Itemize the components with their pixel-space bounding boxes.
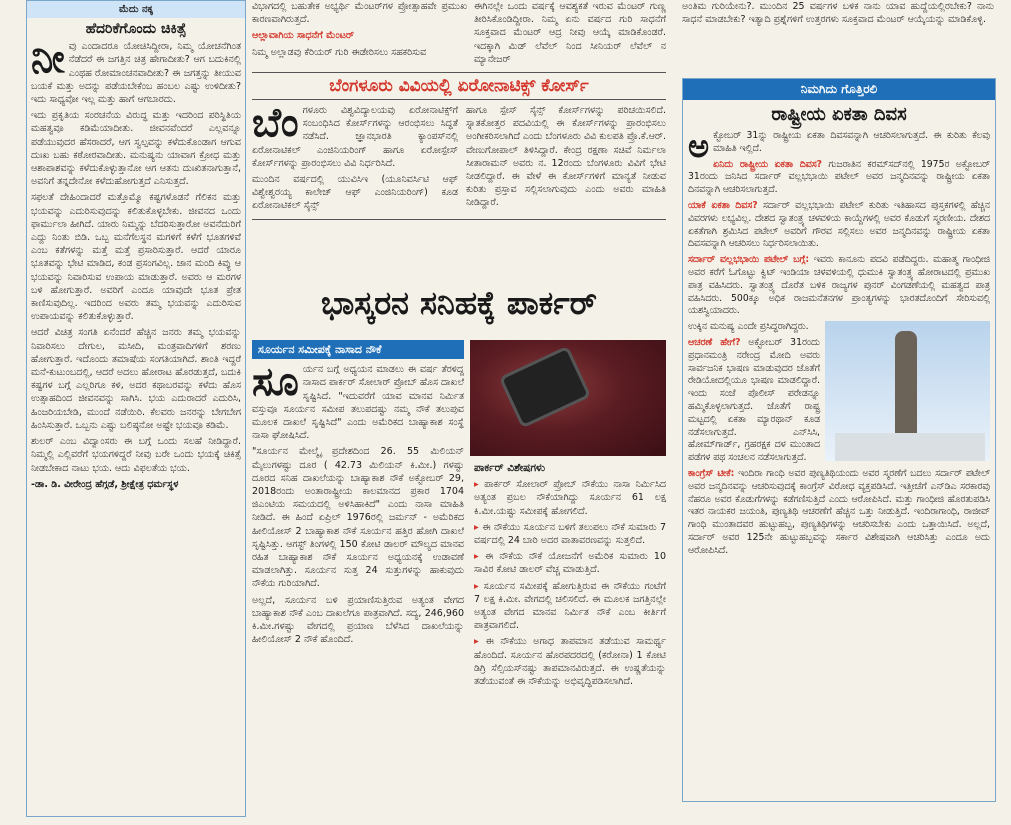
unity-section-1 [688, 159, 990, 197]
parker-feature-item [474, 521, 666, 547]
arrow-icon: ▸ [474, 636, 486, 648]
section-tag: ಮೆದು ನಕ್ಕ [27, 1, 245, 18]
unity-a2: ಸರ್ದಾರ್ ವಲ್ಲಭಭಾಯಿ ಪಟೇಲ್ ಕುರಿತು ಇತಿಹಾಸದ ಪುಸ್ತಕಗಳಲ್ಲಿ ಹೆಚ್ಚಿನ ವಿವರಗಳು ಲಭ್ಯವಿಲ್ಲ. ದೇಶದ ಸ್ವಾತಂತ್ರ್ಯ ಚಳವಳಿಯ ಕಾಯ್ದೆಗಳಲ್ಲಿ ಅವರ ಕೊಡುಗೆ ಸ್ಮರಣೀಯ. ದೇಶದ ಏಕತೆಗಾಗಿ ಶ್ರಮಿಸಿದ ಪಟೇಲ್ ಅವರಿಗೆ ಗೌರವ ಸಲ್ಲಿಸಲು ಅವರ ಜನ್ಮದಿನವನ್ನು ರಾಷ್ಟ್ರೀಯ ಏಕತಾ ದಿವಸವನ್ನಾಗಿ ಆಚರಿಸಲು ನಿರ್ಧರಿಸಲಾಯಿತು. [688, 199, 990, 250]
unity-a3: ಇವರು ಕಾನೂನು ಪದವಿ ಪಡೆದಿದ್ದರು. ಮಹಾತ್ಮ ಗಾಂಧೀಜಿ ಅವರ ಕರೆಗೆ ಓಗೊಟ್ಟು ಕ್ವಿಟ್ ಇಂಡಿಯಾ ಚಳವಳಿಯಲ್ಲಿ ಧುಮುಕಿ ಸ್ವಾತಂತ್ರ್ಯ ಹೋರಾಟದಲ್ಲಿ ಪ್ರಮುಖ ಪಾತ್ರ ವಹಿಸಿದರು. ಸ್ವಾತಂತ್ರ್ಯ ದೊರೆತ ಬಳಿಕ ರಾಜ್ಯಗಳ ಪುನರ್ ವಿಂಗಡಣೆಯಲ್ಲಿ ಮಹತ್ವದ ಪಾತ್ರ ವಹಿಸಿದರು. 500ಕ್ಕೂ ಅಧಿಕ ರಾಜಮನೆತನಗಳ ಪ್ರಾಂತ್ಯಗಳನ್ನು ಭಾರತದೊಂದಿಗೆ ಸೇರಿಸುವಲ್ಲಿ ಯಶಸ್ವಿಯಾದರು. [688, 254, 990, 317]
parker-feature-item [474, 550, 666, 576]
unity-section-2 [688, 200, 990, 251]
parker-feature-item [474, 580, 666, 633]
parker-para-1: ರ್ಯನ ಬಗ್ಗೆ ಅಧ್ಯಯನ ಮಾಡಲು ಈ ವರ್ಷ ತೆರಳಿದ್ದ ನಾಸಾದ ಪಾರ್ಕರ್ ಸೋಲಾರ್ ಪ್ರೋಬ್ ಹೊಸ ದಾಖಲೆ ಸೃಷ್ಟಿಸಿದೆ. "ಇದುವರೆಗೆ ಯಾವ ಮಾನವ ನಿರ್ಮಿತ ವಸ್ತುವೂ ಸೂರ್ಯನ ಸಮೀಪ ತಲುಪದಷ್ಟು ನಮ್ಮ ನೌಕೆ ತಲುಪುವ ಮೂಲಕ ದಾಖಲೆ ಸೃಷ್ಟಿಸಿದೆ" ಎಂದು ಅಮೆರಿಕದ ಬಾಹ್ಯಾಕಾಶ ಸಂಸ್ಥೆ ನಾಸಾ ಘೋಷಿಸಿದೆ. [252, 364, 464, 442]
unity-intro: ಕ್ಟೋಬರ್ 31ನ್ನು ರಾಷ್ಟ್ರೀಯ ಏಕತಾ ದಿವಸವನ್ನಾಗಿ ಆಚರಿಸಲಾಗುತ್ತದೆ. ಈ ಕುರಿತು ಕೆಲವು ಮಾಹಿತಿ ಇಲ್ಲಿದೆ. [713, 130, 990, 154]
unity-q4: ಆಚರಣೆ ಹೇಗೆ? [688, 336, 741, 348]
mentor-text-2: ನಿಮ್ಮ ಅಲ್ಲಾಡವು ಕೆರಿಯರ್ ಗುರಿ ಈಡೇರಿಸಲು ಸಹಕರಿಸುವ [252, 46, 427, 58]
arrow-icon: ▸ [474, 551, 486, 563]
mentor-subhead: ಆಲ್ಲಾವಾಗಿಯ ಸಾಧನೆಗೆ ಮೆಂಟರ್ [252, 30, 354, 42]
parker-para-3: ಅಲ್ಲದೆ, ಸೂರ್ಯನ ಬಳಿ ಪ್ರಯಾಣಿಸುತ್ತಿರುವ ಅತ್ಯಂತ ವೇಗದ ಬಾಹ್ಯಾಕಾಶ ನೌಕೆ ಎಂಬ ದಾಖಲೆಗೂ ಪಾತ್ರವಾಗಿದೆ. ಸದ್ಯ, 246,960 ಕಿ.ಮೀ.ಗಳಷ್ಟು ವೇಗದಲ್ಲಿ ಪ್ರಯಾಣ ಬೆಳೆಸಿದ ದಾಖಲೆಯನ್ನು ಹೀಲಿಯೋಸ್ 2 ನೌಕೆ ಹೊಂದಿದೆ. [252, 594, 464, 646]
fear-byline: -ಡಾ. ಡಿ. ವೀರೇಂದ್ರ ಹೆಗ್ಗಡೆ, ಶ್ರೀಕ್ಷೇತ್ರ ಧರ್ಮಸ್ಥಳ [31, 478, 179, 490]
unity-q3: ಸರ್ದಾರ್ ವಲ್ಲಭಭಾಯಿ ಪಟೇಲ್ ಬಗ್ಗೆ: [688, 254, 810, 266]
parker-feature-item [474, 635, 666, 688]
unity-section-3 [688, 254, 990, 318]
column-fear-article [26, 0, 246, 817]
arrow-icon: ▸ [474, 479, 485, 491]
mentor-fragment-mid [474, 0, 666, 66]
aero-para-2: ಮುಂದಿನ ವರ್ಷದಲ್ಲಿ ಯುವಿಸಿಇ (ಯೂನಿವರ್ಸಿಟಿ ಆಫ್ ವಿಶ್ವೇಶ್ವರಯ್ಯ ಕಾಲೇಜ್ ಆಫ್ ಎಂಜಿನಿಯರಿಂಗ್) ಕೂಡ ಏರೋನಾಟಿಕಲ್ ಸೈನ್ಸ್ [252, 174, 458, 212]
parker-dropcap: ಸೂ [252, 358, 299, 406]
parker-features [474, 462, 666, 802]
unity-dropcap: ಅ [688, 127, 710, 165]
aero-para-1: ಗಳೂರು ವಿಶ್ವವಿದ್ಯಾಲಯವು ಏರೋನಾಟಿಕ್ಸ್‌ಗೆ ಸಂಬಂಧಿಸಿದ ಕೋರ್ಸ್‌ಗಳನ್ನು ಆರಂಭಿಸಲು ಸಿದ್ಧತೆ ನಡೆಸಿದೆ. ಜ್ಞಾನಭಾರತಿ ಕ್ಯಾಂಪಸ್‌ನಲ್ಲಿ ಏರೋನಾಟಿಕಲ್ ಎಂಜಿನಿಯರಿಂಗ್ ಹಾಗೂ ಏರೋಸ್ಪೇಸ್ ಕೋರ್ಸ್‌ಗಳನ್ನು ಪ್ರಾರಂಭಿಸಲು ವಿವಿ ನಿರ್ಧರಿಸಿದೆ. [252, 105, 458, 169]
parker-features-title: ಪಾರ್ಕರ್ ವಿಶೇಷಗಳು [474, 462, 546, 474]
unity-a4: ಅಕ್ಟೋಬರ್ 31ರಂದು ಪ್ರಧಾನಮಂತ್ರಿ ನರೇಂದ್ರ ಮೋದಿ ಅವರು ಸಾರ್ವಜನಿಕ ಭಾಷಣ ಮಾಡುವುದರ ಜೊತೆಗೆ ರೇಡಿಯೋದಲ್ಲಿಯೂ ಭಾಷಣ ಮಾಡಲಿದ್ದಾರೆ. ಇಂದು ಸಂಜೆ ಪೊಲೀಸ್ ಪರೇಡನ್ನೂ ಹಮ್ಮಿಕೊಳ್ಳಲಾಗುತ್ತದೆ. ಜೊತೆಗೆ ರಾಷ್ಟ್ರ ಮಟ್ಟದಲ್ಲಿ ಏಕತಾ ಮ್ಯಾರಥಾನ್ ಕೂಡ ನಡೆಸಲಾಗುತ್ತದೆ. ಎನ್‌ಸಿಸಿ, ಹೋಮ್‌ಗಾರ್ಡ್, ಗ್ರಹರಕ್ಷಕ ದಳ ಮುಂತಾದ ಪಡೆಗಳ ಪಥ ಸಂಚಲನ ನಡೆಸಲಾಗುತ್ತದೆ. [688, 336, 820, 464]
mentor-text-4: ಅಂತಿಮ ಗುರಿಯೇನು?. ಮುಂದಿನ 25 ವರ್ಷಗಳ ಬಳಿಕ ನಾನು ಯಾವ ಹುದ್ದೆಯಲ್ಲಿರಬೇಕು? ನಾನು ಸಾಧನೆ ಮಾಡಬೇಕು? ಇತ್ಯಾದಿ ಪ್ರಶ್ನೆಗಳಿಗೆ ಉತ್ತರಗಳು ಸೂಕ್ತವಾದ ಮೆಂಟರ್ ಆಯ್ಕೆಯನ್ನು ಮಾಡಿಕೊಳ್ಳಿ. [682, 1, 994, 26]
fear-para-5: ಶುಲರ್ ಎಂಬ ವಿದ್ವಾಂಸರು ಈ ಬಗ್ಗೆ ಒಂದು ಸಲಹೆ ನೀಡಿದ್ದಾರೆ. ನಿಮ್ಮಲ್ಲಿ ಎಲ್ಲಿವರೆಗೆ ಭಯಗಳಿದ್ದರೆ ನೀವು ಬರೇ ಒಂದು ಭಯಕ್ಕೆ ಚಿಕಿತ್ಸೆ ನೀಡಬೇಕಾದ ನಾಟು ಭಯ. ಆದು ವಿಫಲತೆಯ ಭಯ. [31, 436, 241, 474]
mentor-fragment-right [682, 0, 994, 66]
aero-para-3: ಹಾಗೂ ಸ್ಪೇಸ್ ಸೈನ್ಸ್ ಕೋರ್ಸ್‌ಗಳನ್ನು ಪರಿಚಯಿಸಲಿದೆ. ಸ್ನಾತಕೋತ್ತರ ಪದವಿಯಲ್ಲಿ ಈ ಕೋರ್ಸ್‌ಗಳನ್ನು ಪ್ರಾರಂಭಿಸಲು ಅಂಗೀಕರಿಸಲಾಗಿದೆ ಎಂದು ಬೆಂಗಳೂರು ವಿವಿ ಕುಲಪತಿ ಪ್ರೊ.ಕೆ.ಆರ್. ವೇಣುಗೋಪಾಲ್ ತಿಳಿಸಿದ್ದಾರೆ. ಕೇಂದ್ರ ರಕ್ಷಣಾ ಸಚಿವೆ ನಿರ್ಮಲಾ ಸೀತಾರಾಮನ್ ಅವರು ನ. 12ರಂದು ಬೆಂಗಳೂರು ವಿವಿಗೆ ಭೇಟಿ ನೀಡಲಿದ್ದಾರೆ. ಈ ವೇಳೆ ಈ ಕೋರ್ಸ್‌ಗಳಿಗೆ ಮಾನ್ಯತೆ ನೀಡುವ ಕುರಿತು ಪ್ರಸ್ತಾವ ಸಲ್ಲಿಸಲಾಗುವುದು ಎಂದು ಅವರು ಮಾಹಿತಿ ನೀಡಿದ್ದಾರೆ. [466, 105, 666, 209]
parker-feature-text: ಈ ನೌಕೆಯು ಅಗಾಧ ತಾಪಮಾನ ತಡೆಯುವ ಸಾಮರ್ಥ್ಯ ಹೊಂದಿದೆ. ಸೂರ್ಯನ ಹೊರಪದರದಲ್ಲಿ (ಕರೋನಾ) 1 ಕೋಟಿ ಡಿಗ್ರಿ ಸೆಲ್ಸಿಯಸ್‌ನಷ್ಟು ತಾಪಮಾನವಿರುತ್ತದೆ. ಈ ಉಷ್ಣತೆಯನ್ನು ತಡೆಯುವಂತೆ ಈ ನೌಕೆಯನ್ನು ಅಭಿವೃದ್ಧಿಪಡಿಸಲಾಗಿದೆ. [474, 636, 666, 688]
unity-a5: ಇಂದಿರಾ ಗಾಂಧಿ ಅವರ ಪುಣ್ಯತಿಥಿಯಂದು ಅವರ ಸ್ಮರಣೆಗೆ ಬದಲು ಸರ್ದಾರ್ ಪಟೇಲ್ ಅವರ ಜನ್ಮದಿನವನ್ನು ಆಚರಿಸುವುದಕ್ಕೆ ಕಾಂಗ್ರೆಸ್ ವಿರೋಧ ವ್ಯಕ್ತಪಡಿಸಿದೆ. ಇತ್ತೀಚೆಗೆ ಎನ್‌ಡಿಎ ಸರಕಾರವು ನೆಹರೂ ಅವರ ಕೊಡುಗೆಗಳನ್ನು ಕಡೆಗಣಿಸುತ್ತಿದೆ ಎಂದು ಆರೋಪಿಸಿದೆ. ಮತ್ತು ಗಾಂಧೀಜಿ ಹೊರತುಪಡಿಸಿ ಇತರ ನಾಯಕರ ಜಯಂತಿ, ಪುಣ್ಯತಿಥಿ ಆಚರಣೆಗೆ ಹೆಚ್ಚಿನ ಒತ್ತು ನೀಡುತ್ತಿದೆ. ಇಂದಿರಾಗಾಂಧಿ, ರಾಜೀವ್ ಗಾಂಧಿ ಮುಂತಾದವರ ಹುಟ್ಟುಹಬ್ಬ, ಪುಣ್ಯತಿಥಿಗಳನ್ನು ಆಚರಿಸಬೇಕು ಎಂದು ಒತ್ತಾಯಿಸಿದೆ. ಅಲ್ಲದೆ, ಸರ್ದಾರ್ ಅವರ 125ನೇ ಹುಟ್ಟುಹಬ್ಬವನ್ನು ಸರ್ಕಾರ ವಿಶೇಷವಾಗಿ ಆಚರಿಸಿತ್ತು ಎಂದೂ ಅದು ಆರೋಪಿಸಿದೆ. [688, 467, 990, 556]
parker-feature-text: ಈ ನೌಕೆಯ ನೌಕೆ ಯೋಜನೆಗೆ ಅಮೆರಿಕ ಸುಮಾರು 10 ಸಾವಿರ ಕೋಟಿ ಡಾಲರ್ ವೆಚ್ಚ ಮಾಡುತ್ತಿದೆ. [474, 551, 666, 576]
aero-article [252, 72, 666, 220]
fear-headline: ಹೆದರಿಕೆಗೊಂದು ಚಿಕಿತ್ಸೆ [85, 21, 187, 38]
fear-dropcap: ನೀ [31, 35, 65, 83]
statue-base [835, 433, 985, 461]
aero-headline: ಬೆಂಗಳೂರು ವಿವಿಯಲ್ಲಿ ಏರೋನಾಟಿಕ್ಸ್ ಕೋರ್ಸ್ [329, 76, 589, 96]
statue-figure [895, 331, 917, 441]
fear-para-1: ವು ಎಂದಾದರೂ ಯೋಚಿಸಿದ್ದೀರಾ, ನಿಮ್ಮ ಯೋಚನೆಗಿಂತ ನೆಡೆದರೆ ಈ ಜಗತ್ತಿನ ಚಿತ್ರ ಹೇಗಾದೀತು? ಆಗ ಬದುಕಿನಲ್ಲಿ ಎಂಥಹ ರೋಮಾಂಚನವಾದೀತು? ಈ ಜಗತ್ತನ್ನು ತೀಯುವ ಬಯಕೆ ಮತ್ತು ಅದನ್ನು ಪಡೆಯಬೇಕೆಂಬ ಹಂಬಲ ಎಷ್ಟು ಉಳಿದೀತು? ಇದು ಸಾಧ್ಯವೋ ಇಲ್ಲ ಮತ್ತು ಹಾಗೆ ಆಗಬಾರದು. [31, 41, 241, 106]
mentor-text-3: ಈಗಿನಲ್ಲೇ ಒಂದು ವರ್ಷಕ್ಕೆ ಆವಶ್ಯಕತೆ ಇರುವ ಮೆಂಟರ್ ಗುಣ್ಣ ತೀರಿಸಿಕೊಂಡಿದ್ದೀರಾ. ನಿಮ್ಮ ಏನು ವರ್ಷದ ಗುರಿ ಸಾಧನೆಗೆ ಸೂಕ್ತವಾದ ಮೆಂಟರ್ ಆದ್ರ ನೀವು ಆಯ್ಕೆ ಮಾಡಿಕೊಂಡರೆ. ಇದಕ್ಕಾಗಿ ಮಿಡ್ ಲೆವೆಲ್ ನಿಂದ ಸೀನಿಯರ್ ಲೆವೆಲ್ ನ ಮ್ಯಾನೇಜರ್ [474, 1, 666, 65]
parker-para-2: "ಸೂರ್ಯನ ಮೇಲ್ಮೈ ಪ್ರದೇಶದಿಂದ 26. 55 ಮಿಲಿಯನ್ ಮೈಲುಗಳಷ್ಟು ದೂರ ( 42.73 ಮಿಲಿಯನ್ ಕಿ.ಮೀ.) ಗಳಷ್ಟು ದೂರದ ಸನಿಹ ದಾಖಲೆಯನ್ನು ಬಾಹ್ಯಾಕಾಶ ನೌಕೆ ಅಕ್ಟೋಬರ್ 29, 2018ರಂದು ಅಂತಾರಾಷ್ಟ್ರೀಯ ಕಾಲಮಾನದ ಪ್ರಕಾರ 1704 ಜಿಎಂಟಿಯ ಸಮಯದಲ್ಲಿ ಅಳಿಸಿಹಾಕಿದೆ" ಎಂದು ನಾಸಾ ಮಾಹಿತಿ ನೀಡಿದೆ. ಈ ಹಿಂದೆ ಏಪ್ರಿಲ್ 1976ರಲ್ಲಿ ಜರ್ಮನ್ - ಅಮೆರಿಕದ ಹೀಲಿಯೋಸ್ 2 ಬಾಹ್ಯಾಕಾಶ ನೌಕೆ ಸೂರ್ಯನ ಹತ್ತಿರ ಹೋಗಿ ದಾಖಲೆ ಸೃಷ್ಟಿಸಿತ್ತು. ಆಗಸ್ಟ್ ತಿಂಗಳಲ್ಲಿ 150 ಕೋಟಿ ಡಾಲರ್ ಮೌಲ್ಯದ ಮಾನವ ರಹಿತ ಬಾಹ್ಯಾಕಾಶ ನೌಕೆ ಸೂರ್ಯನ ಅಧ್ಯಯನಕ್ಕೆ ಉಡಾವಣೆ ಮಾಡಲಾಗಿತ್ತು. ಸೂರ್ಯನ ಸುತ್ತ 24 ಸುತ್ತುಗಳನ್ನು ಹಾಕುವುದು ನೌಕೆಯ ಗುರಿಯಾಗಿದೆ. [252, 446, 464, 590]
unity-q1: ಏನಿದು ರಾಷ್ಟ್ರೀಯ ಏಕತಾ ದಿವಸ? [713, 158, 823, 170]
parker-probe-photo [470, 340, 666, 456]
mentor-text-1: ವಿಭಾಗದಲ್ಲಿ ಬಹುತೇಕ ಅಭ್ಯರ್ಥಿ ಮೆಂಟರ್‌ಗಳ ಪ್ರೋತ್ಸಾಹವೇ ಪ್ರಮುಖ ಕಾರಣವಾಗಿರುತ್ತದೆ. [252, 1, 467, 26]
parker-feature-item [474, 478, 666, 518]
mentor-fragment-left [252, 0, 467, 66]
fear-para-3: ಸಫಲತೆ ದೇಹಿಂದಾದರೆ ಮತ್ತೊಮ್ಮೊ ಕಷ್ಟಗಳೊಡನೆ ಗೆಲಿಕನ ಮತ್ತು ಭಯವನ್ನು ಎದುರಿಸುವುದನ್ನು ಕಲಿತುಕೊಳ್ಳಬೇಕು. ಜೀವನದ ಒಂದು ಫಾರ್ಮುಲಾ ಹೀಗಿದೆ. ಯಾರು ನಿಮ್ಮನ್ನು ಬೆದರಿಸುತ್ತಾರೋ ಅವನೆದುರಿಗೆ ಎದ್ದು ನಿಂತು ಬಿಡಿ. ಒಬ್ಬ ಮನೆಗೆಲಸ್ಥನ ಮಗಳಿಗೆ ಕಳೆಗೆ ಭೂತಗಳಿವೆ ಎಂಬ ಕತೆಗಳನ್ನು ಮತ್ತೆ ಮತ್ತೆ ಪ್ರಸಾರಿಸುತ್ತಾರೆ. ಆದರೆ ಯಾರೂ ಭೂತವನ್ನು ಭೇಟಿ ಮಾಡಿದ, ಕಂಡ ಪ್ರಸಂಗವಿಲ್ಲ. ಜಾನ ಮಂದಿ ಕಿವ್ಯು ಆ ಭಯವನ್ನು ನಿವಾರಿಸುವ ಉಪಾಯ ಮಾಡುತ್ತಾರೆ. ಅವರು ಆ ಮರಗಳ ಬಳಿ ಹೋಗುತ್ತಾರೆ. ಅವರಿಗೆ ಎಂದೂ ಯಾವುದೇ ಭೂತ ಪ್ರೇತ ಕಾಣಿಸುವುದಿಲ್ಲ. ಇದರಿಂದ ಅವರು ತಮ್ಮ ಭಯವನ್ನು ಎದುರಿಸುವ ಉಪಾಯವನ್ನು ಕಲಿತುಕೊಳ್ಳುತ್ತಾರೆ. [31, 192, 241, 323]
parker-subhead: ಸೂರ್ಯನ ಸಮೀಪಕ್ಕೆ ನಾಸಾದ ನೌಕೆ [252, 340, 464, 359]
parker-feature-text: ಸೂರ್ಯನ ಸಮೀಪಕ್ಕೆ ಹೋಗುತ್ತಿರುವ ಈ ನೌಕೆಯು ಗಂಟೆಗೆ 7 ಲಕ್ಷ ಕಿ.ಮೀ. ವೇಗದಲ್ಲಿ ಚಲಿಸಲಿದೆ. ಈ ಮೂಲಕ ಜಗತ್ತಿನಲ್ಲೇ ಅತ್ಯಂತ ವೇಗದ ಮಾನವ ನಿರ್ಮಿತ ನೌಕೆ ಎಂಬ ಕೀರ್ತಿಗೆ ಪಾತ್ರವಾಗಲಿದೆ. [474, 580, 666, 632]
patel-statue-photo [825, 321, 990, 461]
parker-main-column [252, 340, 464, 800]
parker-headline: ಭಾಸ್ಕರನ ಸನಿಹಕ್ಕೆ ಪಾರ್ಕರ್ [321, 284, 597, 322]
unity-a1: ಗುಜರಾತಿನ ಕರಮ್‌ಸದ್‌ನಲ್ಲಿ 1975ರ ಅಕ್ಟೋಬರ್ 31ರಂದು ಜನಿಸಿದ ಸರ್ದಾರ್ ವಲ್ಲಭಭಾಯಿ ಪಟೇಲ್ ಅವರ ಜನ್ಮದಿನವನ್ನು ರಾಷ್ಟ್ರೀಯ ಏಕತಾ ದಿನವನ್ನಾಗಿ ಆಚರಿಸಲಾಗುತ್ತದೆ. [688, 158, 990, 196]
parker-feature-text: ಪಾರ್ಕರ್ ಸೋಲಾರ್ ಪ್ರೋಬ್ ನೌಕೆಯು ನಾಸಾ ನಿರ್ಮಿಸಿದ ಅತ್ಯಂತ ಪ್ರಬಲ ನೌಕೆಯಾಗಿದ್ದು ಸೂರ್ಯನ 61 ಲಕ್ಷ ಕಿ.ಮೀ.ಯಷ್ಟು ಸಮೀಪಕ್ಕೆ ಹೋಗಲಿದೆ. [474, 479, 666, 517]
unity-strip: ನಿಮಗಿದು ಗೊತ್ತಿರಲಿ [683, 79, 995, 100]
aero-dropcap: ಬೆಂ [252, 99, 299, 146]
arrow-icon: ▸ [474, 580, 484, 592]
fear-para-2: ಇದು ಪ್ರಕೃತಿಯ ಸಂರಚನೆಯ ವಿರುದ್ಧ ಮತ್ತು ಇದರಿಂದ ಪರಿಸ್ಥಿತಿಯ ಮಹತ್ವವೂ ಕಡಿಮೆಯಾದೀತು. ಜೀವನವೆಂದರೆ ಎಲ್ಲವನ್ನೂ ಪಡೆಯುವುದರ ಹೆಸರಾದರೆ, ಆಗ ಸ್ವಲ್ಪವನ್ನು ಕಳೆದುಕೊಂಡಾಗ ಆಗುವ ದುಃಖ ಬಹು ಕಠೋರವಾದೀತು. ಮನುಷ್ಯನು ಯಾವಾಗ ಕ್ರೋಧ ಮತ್ತು ಆಶಾಪಾಶವನ್ನು ಕಳೆದುಕೊಳ್ಳುತ್ತಾನೋ ಆಗ ಆತನು ದುಃಖಿತನಾಗುತ್ತಾನೆ, ಅವನಿಗೆ ತನ್ನದೇನೋ ಕಳೆದುಹೋಗುತ್ತದೆ ಎನಿಸುತ್ತದೆ. [31, 110, 241, 188]
unity-headline: ರಾಷ್ಟ್ರೀಯ ಏಕತಾ ದಿವಸ [771, 104, 907, 125]
unity-day-box [682, 78, 996, 802]
unity-section-5 [688, 468, 990, 558]
arrow-icon: ▸ [474, 521, 483, 533]
unity-q5: ಕಾಂಗ್ರೆಸ್ ಟೀಕೆ: [688, 467, 735, 479]
unity-a3b: ಉಕ್ಕಿನ ಮನುಷ್ಯ ಎಂದೇ ಪ್ರಸಿದ್ಧರಾಗಿದ್ದರು. [688, 321, 809, 333]
unity-q2: ಯಾಕೆ ಏಕತಾ ದಿವಸ? [688, 199, 758, 211]
fear-para-4: ಆದರೆ ವಿಚಿತ್ರ ಸಂಗತಿ ಏನೆಂದರೆ ಹೆಚ್ಚಿನ ಜನರು ತಮ್ಮ ಭಯವನ್ನು ನಿವಾರಿಸಲು ದೇಗುಲ, ಮಸೀದಿ, ಮಂತ್ರವಾದಿಗಳಿಗೆ ಶರಣು ಹೋಗುತ್ತಾರೆ. ಇದೊಂದು ತಮಾಷೆಯ ಸಂಗತಿಯಾಗಿದೆ. ಶಾಂತಿ ಇದ್ದರೆ ಮನೆ-ಕುಟುಂಬದಲ್ಲಿ, ಆದರೆ ಅದಲು ಹೋರಾಟ ಹೊರಡುತ್ತದೆ, ಬದುಕಿ ಕಷ್ಟಗಳ ಬಗ್ಗೆ ಎಲ್ಲರಿಗೂ ಕಳಿ, ಅದರ ಕಥಾಬರವನ್ನು ಕಳೆದು ಹೊಸ ಉತ್ಸಾಹದಿಂದ ಜೀವನವನ್ನು ಸಾಗಿಸಿ. ಭಯ ಎದುರಾದರೆ ಎದುರಿಸಿ, ಹಿಂಜರಿಯಬೇಡಿ, ಮುಂದೆ ನಡೆಯಿರಿ. ಕೆಲವರು ಜನರನ್ನು ಬೇಗಬೇಗ ಹಿಂಸಿಸುತ್ತಾರೆ. ಒಬ್ಬನು ಎಷ್ಟು ಬಲಿಷ್ಠನೋ ಅಷ್ಟೇ ಭಯವೂ ಕಡಿಮೆ. [31, 327, 241, 431]
spacecraft-image [503, 350, 588, 425]
parker-feature-text: ಈ ನೌಕೆಯು ಸೂರ್ಯನ ಬಳಿಗೆ ತಲುಪಲು ನೌಕೆ ಸುಮಾರು 7 ವರ್ಷದಲ್ಲಿ 24 ಬಾರಿ ಅದರ ವಾತಾವರಣವನ್ನು ಸುತ್ತಲಿದೆ. [474, 521, 666, 547]
